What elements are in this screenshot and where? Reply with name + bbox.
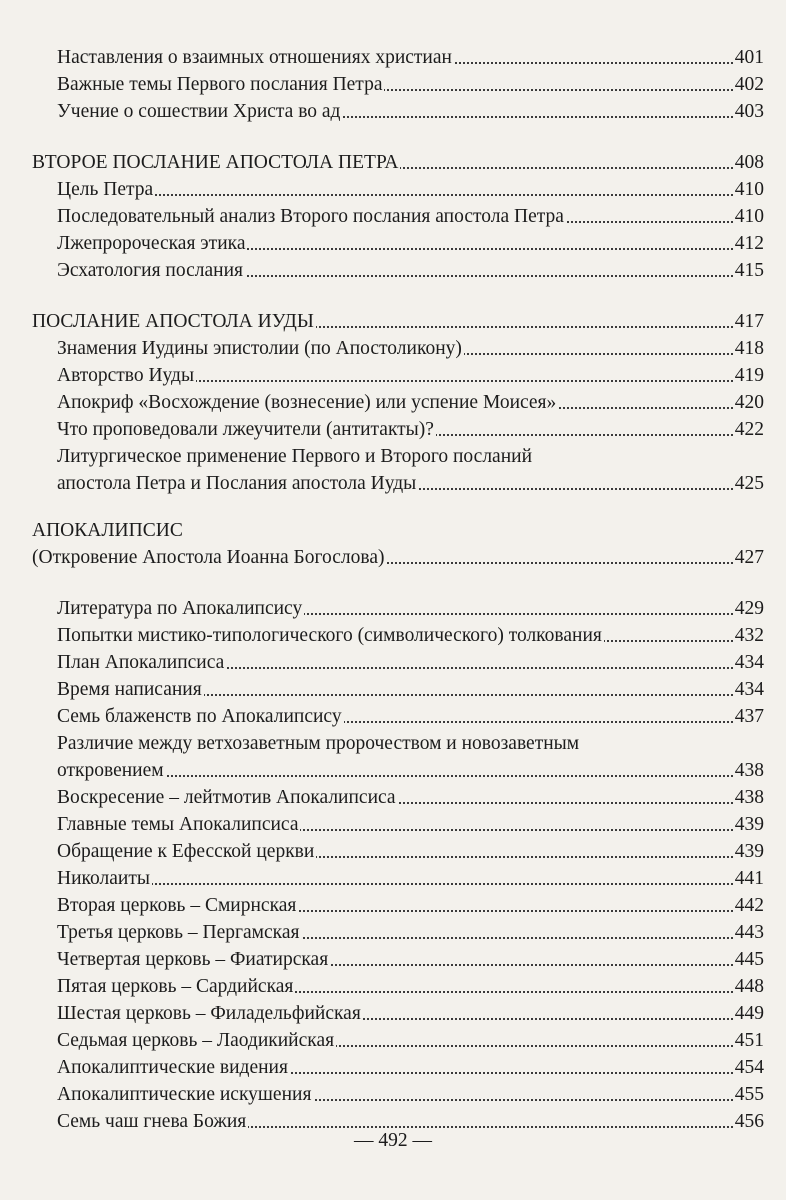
toc-entry[interactable] — [32, 203, 764, 230]
toc-entry-page: 449 — [733, 1000, 764, 1027]
toc-entry-title: Четвертая церковь – Фиатирская — [32, 946, 330, 973]
toc-entry-title: Третья церковь – Пергамская — [32, 919, 301, 946]
toc-entry[interactable] — [32, 622, 764, 649]
toc-entry[interactable] — [32, 811, 764, 838]
toc-entry-page: 401 — [733, 44, 764, 71]
toc-entry-title: Учение о сошествии Христа во ад — [32, 98, 342, 125]
toc-section-heading[interactable] — [32, 517, 764, 544]
toc-entry[interactable] — [32, 784, 764, 811]
toc-entry-page: 420 — [733, 389, 764, 416]
toc-entry-title: откровением — [32, 757, 166, 784]
toc-entry[interactable] — [32, 389, 764, 416]
toc-entry-page: 434 — [733, 676, 764, 703]
toc-entry-title: Главные темы Апокалипсиса — [32, 811, 300, 838]
toc-entry-page: 438 — [733, 757, 764, 784]
toc-entry-title: Семь чаш гнева Божия — [32, 1108, 248, 1135]
toc-entry-page: 427 — [733, 544, 764, 571]
toc-entry-title: Знамения Иудины эпистолии (по Апостоликону) — [32, 335, 464, 362]
toc-entry-title: Литургическое применение Первого и Второго посланий — [32, 443, 534, 470]
toc-section-heading[interactable] — [32, 308, 764, 335]
toc-entry-title: Наставления о взаимных отношениях христиан — [32, 44, 454, 71]
toc-entry[interactable] — [32, 649, 764, 676]
toc-entry-title: Семь блаженств по Апокалипсису — [32, 703, 344, 730]
toc-entry-title: Литература по Апокалипсису — [32, 595, 304, 622]
toc-entry[interactable] — [32, 362, 764, 389]
toc-entry-page: 439 — [733, 811, 764, 838]
toc-entry[interactable] — [32, 676, 764, 703]
toc-entry[interactable] — [32, 703, 764, 730]
toc-entry-title: Обращение к Ефесской церкви — [32, 838, 316, 865]
toc-entry-title: Авторство Иуды — [32, 362, 196, 389]
toc-entry-page: 418 — [733, 335, 764, 362]
toc-entry[interactable] — [32, 973, 764, 1000]
toc-entry-title: Николаиты — [32, 865, 152, 892]
toc-entry-page: 429 — [733, 595, 764, 622]
toc-entry-page: 417 — [733, 308, 764, 335]
toc-entry-page: 451 — [733, 1027, 764, 1054]
section-gap — [32, 125, 764, 149]
toc-entry-title: Апокалиптические искушения — [32, 1081, 313, 1108]
toc-entry[interactable] — [32, 595, 764, 622]
toc-entry-page: 448 — [733, 973, 764, 1000]
toc-entry-title: Эсхатология послания — [32, 257, 245, 284]
toc-entry-title: Вторая церковь – Смирнская — [32, 892, 298, 919]
toc-entry[interactable] — [32, 946, 764, 973]
section-gap — [32, 497, 764, 517]
toc-entry-title: АПОКАЛИПСИС — [32, 517, 185, 544]
toc-entry-page: 408 — [733, 149, 764, 176]
toc-entry[interactable] — [32, 730, 764, 757]
toc-entry-title: ВТОРОЕ ПОСЛАНИЕ АПОСТОЛА ПЕТРА — [32, 149, 400, 176]
toc-entry-title: Лжепророческая этика — [32, 230, 247, 257]
toc-entry-title: Пятая церковь – Сардийская — [32, 973, 295, 1000]
toc-entry-title: Седьмая церковь – Лаодикийская — [32, 1027, 336, 1054]
toc-section-heading[interactable] — [32, 149, 764, 176]
toc-entry-page: 454 — [733, 1054, 764, 1081]
toc-entry[interactable] — [32, 335, 764, 362]
toc-entry-page: 425 — [733, 470, 764, 497]
toc-entry-title: Важные темы Первого послания Петра — [32, 71, 384, 98]
toc-entry-page: 410 — [733, 203, 764, 230]
toc-entry-page: 441 — [733, 865, 764, 892]
toc-entry-page: 419 — [733, 362, 764, 389]
toc-entry-title: Различие между ветхозаветным пророчеством и новозаветным — [32, 730, 581, 757]
toc-entry-page: 438 — [733, 784, 764, 811]
toc-entry-page: 455 — [733, 1081, 764, 1108]
toc-entry[interactable] — [32, 1000, 764, 1027]
toc-entry-page: 403 — [733, 98, 764, 125]
toc-entry-title: Время написания — [32, 676, 204, 703]
toc-entry-page: 443 — [733, 919, 764, 946]
toc-entry[interactable] — [32, 757, 764, 784]
toc-entry-page: 432 — [733, 622, 764, 649]
toc-entry-page: 412 — [733, 230, 764, 257]
toc-entry-title: Что проповедовали лжеучители (антитакты)? — [32, 416, 436, 443]
toc-entry[interactable] — [32, 416, 764, 443]
toc-entry-page: 442 — [733, 892, 764, 919]
toc-entry-title: Попытки мистико-типологического (символического) толкования — [32, 622, 604, 649]
toc-entry-title: (Откровение Апостола Иоанна Богослова) — [32, 544, 386, 571]
toc-entry-title: апостола Петра и Послания апостола Иуды — [32, 470, 418, 497]
section-gap — [32, 284, 764, 308]
toc-entry-title: Апокриф «Восхождение (вознесение) или успение Моисея» — [32, 389, 558, 416]
toc-entry[interactable] — [32, 892, 764, 919]
toc-entry[interactable] — [32, 98, 764, 125]
toc-entry[interactable] — [32, 257, 764, 284]
section-gap — [32, 571, 764, 595]
toc-entry[interactable] — [32, 1027, 764, 1054]
toc-entry-page: 456 — [733, 1108, 764, 1135]
toc-entry[interactable] — [32, 443, 764, 470]
toc-entry-title: Цель Петра — [32, 176, 155, 203]
toc-entry[interactable] — [32, 71, 764, 98]
toc-entry[interactable] — [32, 1054, 764, 1081]
toc-entry-page: 410 — [733, 176, 764, 203]
toc-entry-page: 439 — [733, 838, 764, 865]
toc-entry-page: 402 — [733, 71, 764, 98]
toc-entry[interactable] — [32, 865, 764, 892]
toc-entry[interactable] — [32, 838, 764, 865]
toc-entry-page: 415 — [733, 257, 764, 284]
toc-entry-page: 422 — [733, 416, 764, 443]
toc-entry-title: Шестая церковь – Филадельфийская — [32, 1000, 363, 1027]
toc-entry[interactable] — [32, 919, 764, 946]
toc-entry[interactable] — [32, 470, 764, 497]
toc-section-heading[interactable] — [32, 544, 764, 571]
toc-entry[interactable] — [32, 230, 764, 257]
toc-entry-title: План Апокалипсиса — [32, 649, 226, 676]
toc-entry-title: ПОСЛАНИЕ АПОСТОЛА ИУДЫ — [32, 308, 316, 335]
toc-entry-title: Последовательный анализ Второго послания апостола Петра — [32, 203, 566, 230]
toc-entry-title: Апокалиптические видения — [32, 1054, 290, 1081]
toc-entry-page: 437 — [733, 703, 764, 730]
page-number: — 492 — — [354, 1130, 432, 1151]
toc-entry[interactable] — [32, 44, 764, 71]
toc-entry[interactable] — [32, 176, 764, 203]
toc-entry[interactable] — [32, 1081, 764, 1108]
toc-entry-page: 434 — [733, 649, 764, 676]
table-of-contents — [32, 44, 764, 1135]
toc-entry-page: 445 — [733, 946, 764, 973]
toc-entry-title: Воскресение – лейтмотив Апокалипсиса — [32, 784, 398, 811]
